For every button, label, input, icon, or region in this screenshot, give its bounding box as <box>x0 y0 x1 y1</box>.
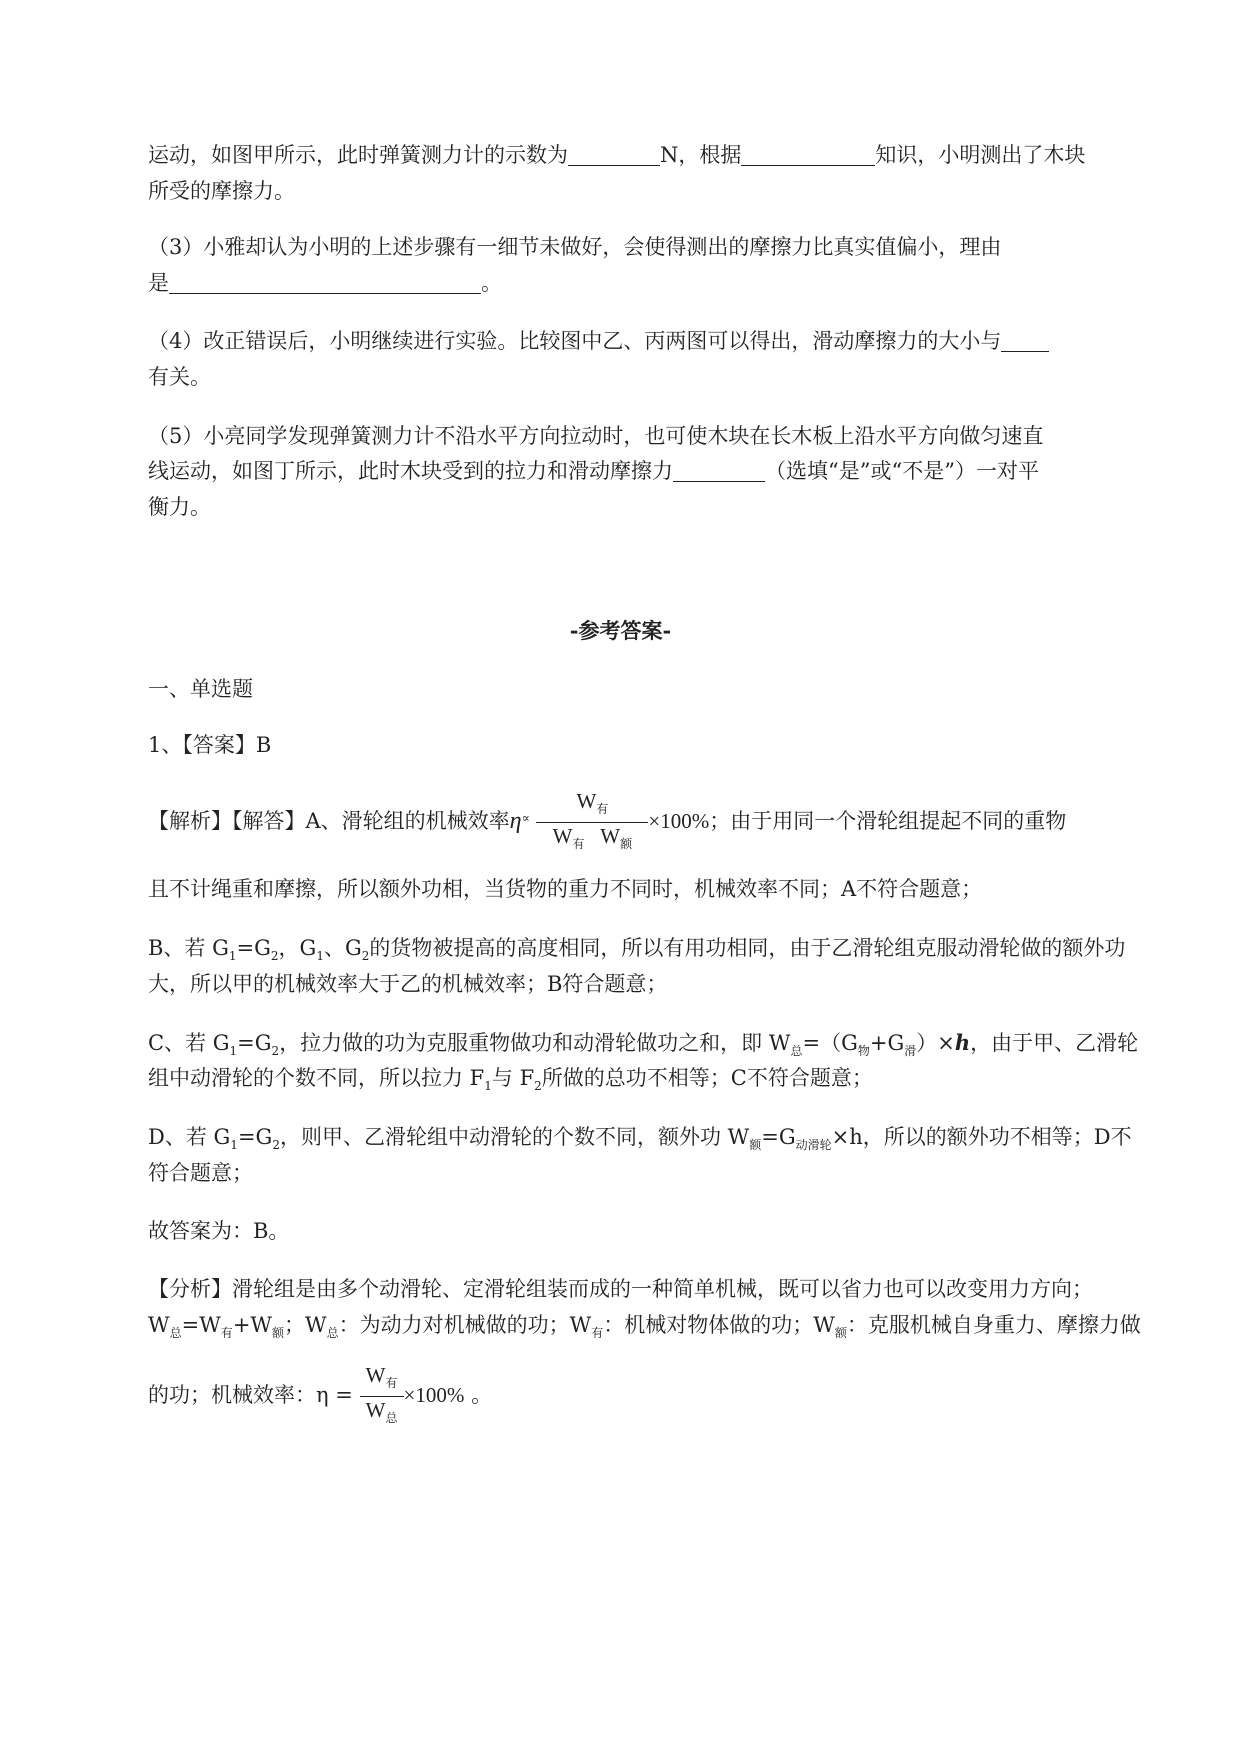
option-b-line2: 大，所以甲的机械效率大于乙的机械效率；B符合题意； <box>148 972 668 996</box>
section-title: 一、单选题 <box>148 677 253 701</box>
q3-line2 <box>148 268 502 298</box>
efficiency-fraction <box>536 788 648 857</box>
fenxi-text-b: 。 <box>471 1383 493 1407</box>
fenxi-line2: $W_总=W_有+W_额$；$W_总$：为动力对机械做的功；$W_有$：机械对物体做的功；$W_额$：克服机械自身重力、摩擦力做 <box>148 1313 1141 1340</box>
q5-text-a: 线运动，如图丁所示，此时木块受到的拉力和滑动摩擦力 <box>148 459 673 483</box>
q3-text-b: 。 <box>481 271 502 295</box>
blank-friction-factor[interactable] <box>1001 327 1049 352</box>
answer-heading: -参考答案- <box>569 618 672 643</box>
q4-line2: 有关。 <box>148 365 211 389</box>
blank-reason[interactable] <box>169 269 481 294</box>
analysis-line1 <box>148 788 1066 857</box>
option-d-line1: D、若 $G_1=G_2$，则甲、乙滑轮组中动滑轮的个数不同，额外功 $W_额=G_{动滑轮}\times h$，所以的额外功不相等；D不 <box>148 1125 1132 1152</box>
answer-1: 1、【答案】B <box>148 733 272 757</box>
option-b-line1: B、若 $G_1=G_2$，$G_1$、$G_2$的货物被提高的高度相同，所以有用功相同，由于乙滑轮组克服动滑轮做的额外功 <box>148 936 1126 963</box>
q5-line3: 衡力。 <box>148 495 211 519</box>
fenxi-text-a: 的功；机械效率： <box>148 1383 316 1407</box>
q2-text-a: 运动，如图甲所示，此时弹簧测力计的示数为 <box>148 143 568 167</box>
blank-spring-reading[interactable] <box>568 141 660 166</box>
option-c-line2: 组中动滑轮的个数不同，所以拉力 $F_1$与 $F_2$所做的总功不相等；C不符合题意； <box>148 1066 873 1093</box>
fraction-denominator-2: $W_总$ <box>365 1398 398 1425</box>
analysis-text-a: 【解析】【解答】A、滑轮组的机械效率 <box>148 809 510 833</box>
q5-line2 <box>148 456 1039 486</box>
eta-label: η = <box>316 1383 353 1407</box>
q5-line1: （5）小亮同学发现弹簧测力计不沿水平方向拉动时，也可使木块在长木板上沿水平方向做匀速直 <box>148 424 1044 448</box>
analysis-text-b: ；由于用同一个滑轮组提起不同的重物 <box>709 809 1067 833</box>
blank-knowledge[interactable] <box>741 141 875 166</box>
option-d-line2: 符合题意； <box>148 1161 253 1185</box>
times-100: ×100% <box>648 809 710 833</box>
fenxi-line3 <box>148 1362 492 1431</box>
fraction-denominator: $W_有$ $W_额$ <box>552 824 633 851</box>
q2-text-c: 知识，小明测出了木块 <box>875 143 1086 167</box>
q3-text-a: 是 <box>148 271 169 295</box>
efficiency-fraction-2 <box>360 1362 404 1431</box>
q2-text-b: N，根据 <box>660 143 742 167</box>
q3-line1: （3）小雅却认为小明的上述步骤有一细节未做好，会使得测出的摩擦力比真实值偏小，理由 <box>148 235 1002 259</box>
q4-line1 <box>148 326 1049 356</box>
q2-line2: 所受的摩擦力。 <box>148 179 295 203</box>
fraction-numerator: $W_有$ <box>576 789 609 816</box>
fenxi-line1: 【分析】滑轮组是由多个动滑轮、定滑轮组装而成的一种简单机械，既可以省力也可以改变用力方向； <box>148 1277 1093 1301</box>
q2-line1 <box>148 140 1085 170</box>
analysis-line2: 且不计绳重和摩擦，所以额外功相，当货物的重力不同时，机械效率不同；A不符合题意； <box>148 877 983 901</box>
blank-balanced-force[interactable] <box>673 457 765 482</box>
times-100-2: ×100% <box>403 1383 465 1407</box>
conclusion: 故答案为：B。 <box>148 1219 290 1243</box>
q5-text-b: （选填“是”或“不是”）一对平 <box>765 459 1039 483</box>
fraction-numerator-2: $W_有$ <box>365 1363 398 1390</box>
proportional-mark: ∝ <box>521 811 530 825</box>
q4-text: （4）改正错误后，小明继续进行实验。比较图中乙、丙两图可以得出，滑动摩擦力的大小与 <box>148 329 1002 353</box>
option-c-line1: C、若 $G_1=G_2$，拉力做的功为克服重物做功和动滑轮做功之和，即 $W_总=(G_物+G_滑)\times h$，由于甲、乙滑轮 <box>148 1030 1139 1058</box>
eta-symbol: η <box>509 808 522 834</box>
